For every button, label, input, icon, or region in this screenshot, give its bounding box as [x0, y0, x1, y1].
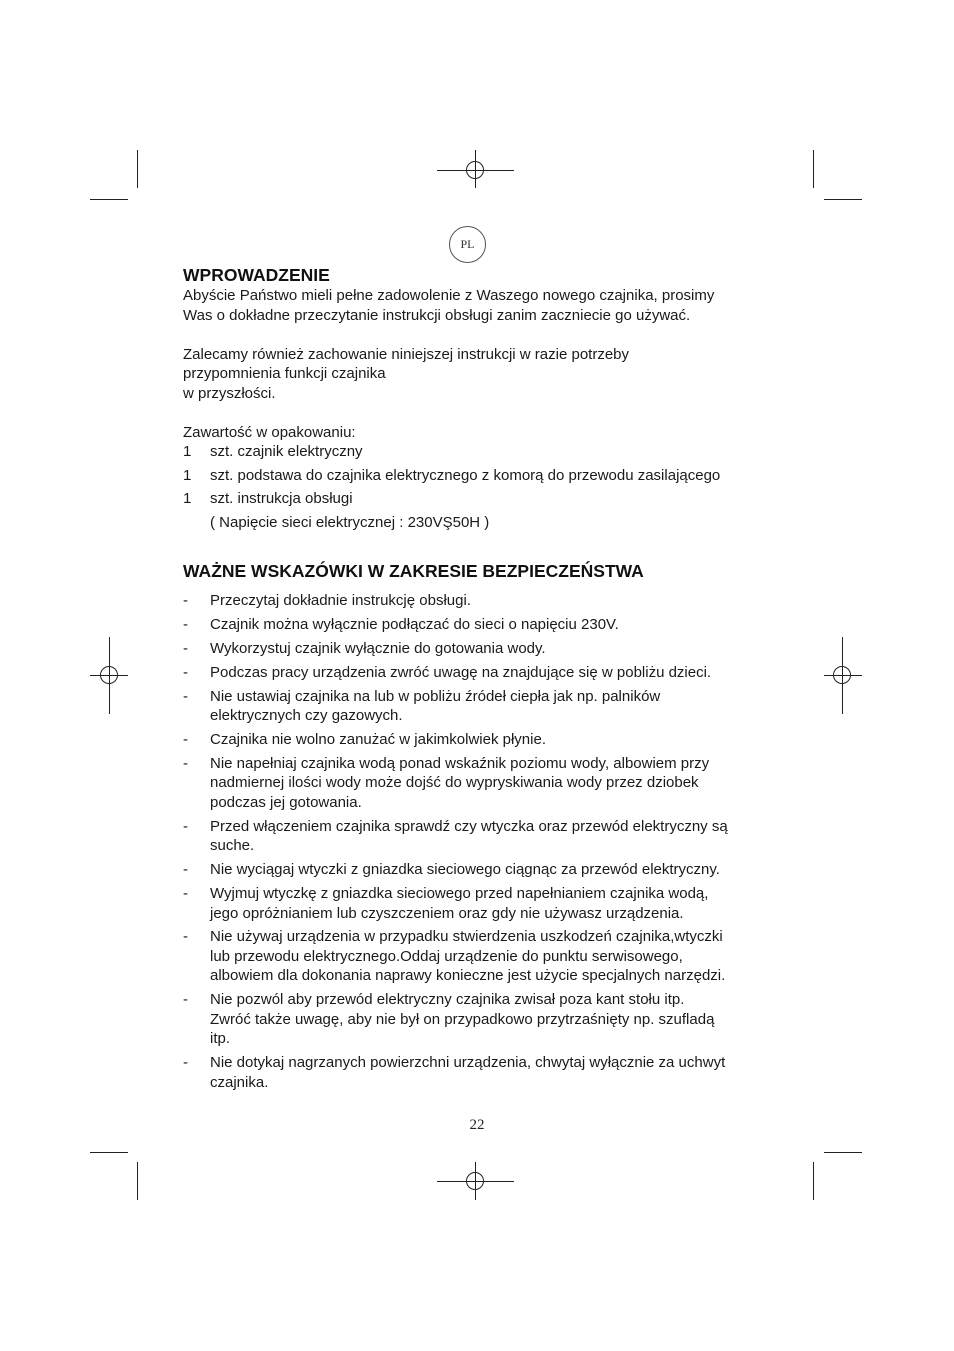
- safety-list: [183, 591, 783, 1092]
- intro-paragraph-2: [183, 345, 783, 404]
- item-quantity: 1: [183, 490, 192, 507]
- safety-item: [183, 591, 783, 611]
- text-line: Czajnika nie wolno zanużać w jakimkolwiek płynie.: [210, 730, 546, 748]
- text-line: Wykorzystuj czajnik wyłącznie do gotowania wody.: [210, 639, 546, 657]
- safety-item-text: [210, 1053, 725, 1092]
- item-text: szt. instrukcja obsługi: [210, 490, 353, 507]
- section-title-safety: WAŻNE WSKAZÓWKI W ZAKRESIE BEZPIECZEŃSTWA: [183, 561, 644, 581]
- safety-item-text: [210, 754, 709, 813]
- text-line: lub przewodu elektrycznego.Oddaj urządzenie do punktu serwisowego,: [210, 947, 683, 965]
- bullet-dash: -: [183, 615, 188, 633]
- text-line: Nie wyciągaj wtyczki z gniazdka sieciowego ciągnąc za przewód elektryczny.: [210, 861, 720, 879]
- text-line: suche.: [210, 837, 255, 855]
- text-line: Nie dotykaj nagrzanych powierzchni urządzenia, chwytaj wyłącznie za uchwyt: [210, 1054, 726, 1072]
- text-line: Nie ustawiaj czajnika na lub w pobliżu źródeł ciepła jak np. palników: [210, 687, 661, 705]
- text-line: elektrycznych czy gazowych.: [210, 707, 403, 725]
- crop-mark: [824, 1152, 862, 1153]
- safety-item-text: [210, 591, 471, 611]
- crop-mark: [90, 199, 128, 200]
- item-text: szt. podstawa do czajnika elektrycznego z komorą do przewodu zasilającego: [210, 466, 721, 484]
- intro-paragraph-1: [183, 286, 783, 325]
- safety-item: [183, 860, 783, 880]
- item-quantity: 1: [183, 443, 192, 460]
- registration-circle: [833, 666, 851, 684]
- safety-item-text: [210, 990, 714, 1049]
- crop-mark: [90, 1152, 128, 1153]
- bullet-dash: -: [183, 754, 188, 772]
- bullet-dash: -: [183, 663, 188, 681]
- contents-list: [183, 442, 783, 509]
- bullet-dash: -: [183, 639, 188, 657]
- crop-mark: [824, 199, 862, 200]
- registration-circle: [466, 1172, 484, 1190]
- text-line: Podczas pracy urządzenia zwróć uwagę na znajdujące się w pobliżu dzieci.: [210, 663, 712, 681]
- safety-item: [183, 1053, 783, 1092]
- safety-item-text: [210, 860, 720, 880]
- safety-item: [183, 687, 783, 726]
- text-line: itp.: [210, 1030, 231, 1048]
- page-number: 22: [469, 1117, 485, 1133]
- bullet-dash: -: [183, 1054, 188, 1072]
- safety-item: [183, 663, 783, 683]
- safety-item-text: [210, 927, 725, 986]
- safety-item: [183, 754, 783, 813]
- bullet-dash: -: [183, 592, 188, 609]
- text-line: albowiem dla dokonania naprawy konieczne jest użycie specjalnych narzędzi.: [210, 967, 726, 985]
- crop-mark: [137, 150, 138, 188]
- bullet-dash: -: [183, 885, 188, 903]
- safety-item-text: [210, 663, 711, 683]
- list-item: [183, 489, 783, 509]
- safety-item: [183, 639, 783, 659]
- safety-item: [183, 615, 783, 635]
- registration-circle: [466, 161, 484, 179]
- item-quantity: 1: [183, 466, 192, 484]
- text-line: Abyście Państwo mieli pełne zadowolenie z Waszego nowego czajnika, prosimy: [183, 287, 715, 304]
- safety-item: [183, 730, 783, 750]
- bullet-dash: -: [183, 687, 188, 705]
- item-text: szt. czajnik elektryczny: [210, 443, 363, 460]
- safety-item-text: [210, 884, 708, 923]
- contents-label: Zawartość w opakowaniu:: [183, 423, 356, 441]
- text-line: Wyjmuj wtyczkę z gniazdka sieciowego przed napełnianiem czajnika wodą,: [210, 885, 709, 903]
- crop-mark: [813, 150, 814, 188]
- safety-item-text: [210, 687, 660, 726]
- text-line: w przyszłości.: [183, 384, 276, 402]
- list-item: [183, 442, 783, 462]
- voltage-note: ( Napięcie sieci elektrycznej : 230VŞ50H ): [210, 513, 490, 531]
- text-line: Czajnik można wyłącznie podłączać do sieci o napięciu 230V.: [210, 615, 619, 633]
- safety-item-text: [210, 639, 546, 659]
- safety-item: [183, 927, 783, 986]
- text-line: Was o dokładne przeczytanie instrukcji obsługi zanim zaczniecie go używać.: [183, 306, 691, 324]
- bullet-dash: -: [183, 861, 188, 879]
- list-item: [183, 466, 783, 486]
- page-content: [183, 264, 783, 1097]
- bullet-dash: -: [183, 928, 188, 946]
- text-line: Zalecamy również zachowanie niniejszej instrukcji w razie potrzeby: [183, 345, 630, 363]
- text-line: Nie pozwól aby przewód elektryczny czajnika zwisał poza kant stołu itp.: [210, 991, 685, 1009]
- safety-item: [183, 817, 783, 856]
- text-line: przypomnienia funkcji czajnika: [183, 365, 386, 382]
- language-badge: PL: [449, 226, 486, 263]
- bullet-dash: -: [183, 730, 188, 748]
- text-line: jego opróżnianiem lub czyszczeniem oraz gdy nie używasz urządzenia.: [210, 904, 684, 922]
- text-line: czajnika.: [210, 1073, 269, 1091]
- safety-item: [183, 990, 783, 1049]
- registration-circle: [100, 666, 118, 684]
- text-line: Przed włączeniem czajnika sprawdź czy wtyczka oraz przewód elektryczny są: [210, 817, 728, 835]
- safety-item-text: [210, 730, 546, 750]
- text-line: podczas jej gotowania.: [210, 793, 362, 811]
- crop-mark: [137, 1162, 138, 1200]
- text-line: Nie używaj urządzenia w przypadku stwierdzenia uszkodzeń czajnika,wtyczki: [210, 928, 723, 946]
- text-line: Przeczytaj dokładnie instrukcję obsługi.: [210, 592, 471, 609]
- crop-mark: [813, 1162, 814, 1200]
- bullet-dash: -: [183, 817, 188, 835]
- bullet-dash: -: [183, 991, 188, 1009]
- safety-item-text: [210, 615, 619, 635]
- text-line: Nie napełniaj czajnika wodą ponad wskaźnik poziomu wody, albowiem przy: [210, 754, 710, 772]
- section-title-introduction: WPROWADZENIE: [183, 265, 330, 285]
- text-line: nadmiernej ilości wody może dojść do wypryskiwania wody przez dziobek: [210, 774, 699, 792]
- safety-item: [183, 884, 783, 923]
- safety-item-text: [210, 817, 728, 856]
- text-line: Zwróć także uwagę, aby nie był on przypadkowo przytrzaśnięty np. szufladą: [210, 1010, 715, 1028]
